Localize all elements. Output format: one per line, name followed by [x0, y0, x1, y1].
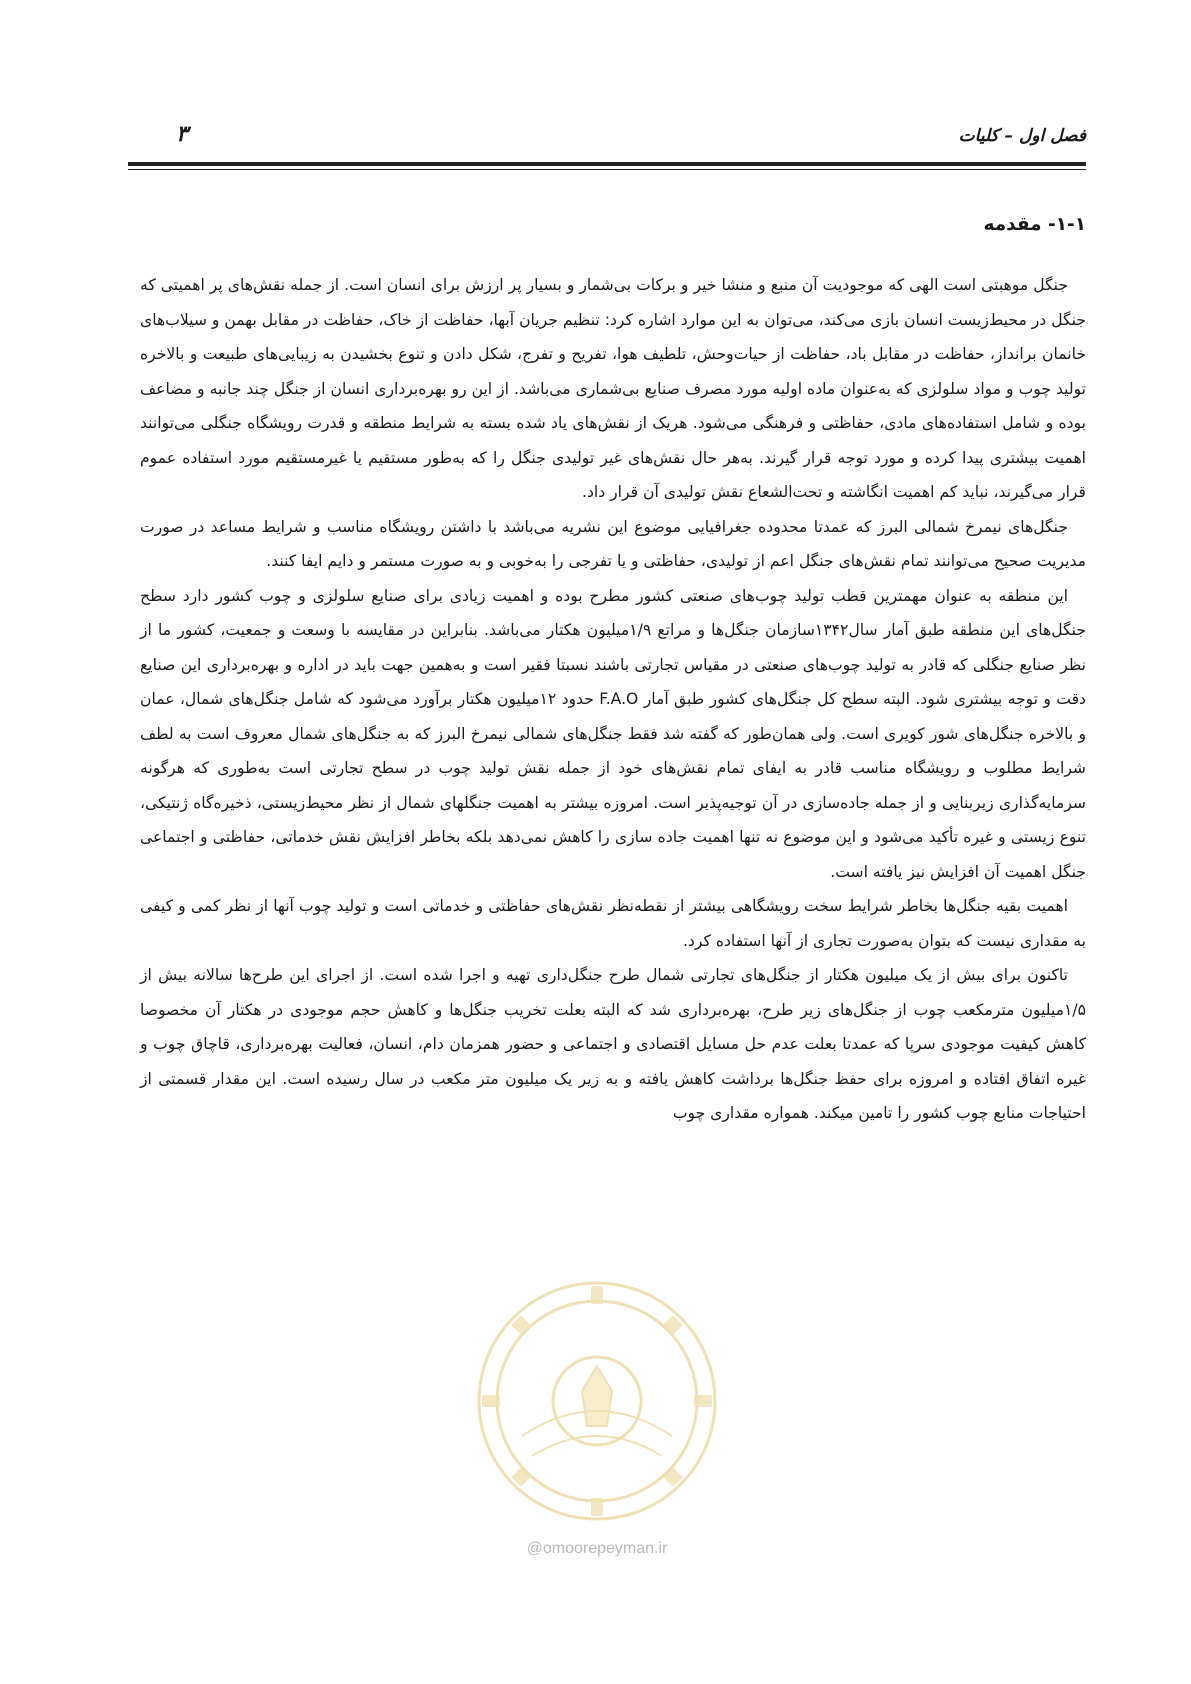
- section-heading: ۱-۱- مقدمه: [983, 214, 1086, 235]
- watermark-url: @omoorepeyman.ir: [526, 1540, 668, 1557]
- watermark-seal-logo: [462, 1266, 732, 1536]
- body-text: [140, 268, 1086, 1131]
- paragraph: جنگل موهبتی است الهی که موجودیت آن منبع و منشا خیر و برکات بی‌شمار و بسیار پر ارزش برای انسان است. از جمله نقش‌های پر اهمیتی که جنگل در محیط‌زیست انسان بازی می‌کند، می‌توان به این موارد اشاره کرد: تنظیم جریان آبها، حفاظت از خاک، حفاظت در مقابل بهمن و سیلاب‌های خانمان برانداز، حفاظت در مقابل باد، حفاظت از حیات‌وحش، تلطیف هوا، تفریح و تفرج، شکل دادن و تنوع بخشیدن به زیبایی‌های طبیعت و بالاخره تولید چوب و مواد سلولزی که به‌عنوان ماده اولیه مورد مصرف صنایع بی‌شماری می‌باشد. از این رو بهره‌برداری انسان از جنگل چند جانبه و مضاعف بوده و شامل استفاده‌های مادی، حفاظتی و فرهنگی می‌شود. هریک از نقش‌های یاد شده بسته به شرایط منطقه و قدرت رویشگاه جنگلی می‌توانند اهمیت بیشتری پیدا کرده و مورد توجه قرار گیرند. به‌هر حال نقش‌های غیر تولیدی جنگل را که به‌طور مستقیم یا غیرمستقیم مورد استفاده عموم قرار می‌گیرند، نباید کم اهمیت انگاشته و تحت‌الشعاع نقش تولیدی آن قرار داد.: [140, 276, 1086, 501]
- page-header: [128, 116, 1086, 162]
- paragraph: تاکنون برای بیش از یک میلیون هکتار از جنگل‌های تجارتی شمال طرح جنگل‌داری تهیه و اجرا شده است. از اجرای این طرح‌ها سالانه بیش از ۱/۵میلیون مترمکعب چوب از جنگل‌های زیر طرح، بهره‌برداری شد که البته بعلت تخریب جنگل‌ها و کاهش حجم موجودی در هکتار آن مخصوصا کاهش کیفیت موجودی سرپا که عمدتا بعلت عدم حل مسایل اقتصادی و اجتماعی و حضور همزمان دام، انسان، فعالیت بهره‌برداری، قاچاق چوب و غیره اتفاق افتاده و امروزه برای حفظ جنگل‌ها برداشت کاهش یافته و به زیر یک میلیون متر مکعب در سال رسیده است. این مقدار قسمتی از احتیاجات منابع چوب کشور را تامین میکند. همواره مقداری چوب: [140, 966, 1086, 1122]
- paragraph: جنگل‌های نیمرخ شمالی البرز که عمدتا محدوده جغرافیایی موضوع این نشریه می‌باشد با داشتن رویشگاه مناسب و شرایط مساعد در صورت مدیریت صحیح می‌توانند تمام نقش‌های جنگل اعم از تولیدی، حفاظتی و یا تفرجی را به‌خوبی و به صورت مستمر و دایم ایفا کنند.: [140, 517, 1086, 570]
- page-number: ۳: [176, 122, 188, 147]
- header-rule-thick: [128, 162, 1086, 166]
- paragraph: این منطقه به عنوان مهمترین قطب تولید چوب‌های صنعتی کشور مطرح بوده و اهمیت زیادی برای صنایع سلولزی و چوب کشور دارد سطح جنگل‌های این منطقه طبق آمار سال۱۳۴۲سازمان جنگل‌ها و مراتع ۱/۹میلیون هکتار می‌باشد. بنابراین در مقایسه با وسعت و جمعیت، کشور ما از نظر صنایع جنگلی که قادر به تولید چوب‌های صنعتی در مقیاس تجارتی باشند نسبتا فقیر است و به‌همین جهت باید در اداره و بهره‌برداری این صنایع دقت و توجه بیشتری شود. البته سطح کل جنگل‌های کشور طبق آمار F.A.O حدود ۱۲میلیون هکتار برآورد می‌شود که شامل جنگل‌های شمال، عمان و بالاخره جنگل‌های شور کویری است. ولی همان‌طور که گفته شد فقط جنگل‌های شمالی نیمرخ البرز که به جنگل‌های شمال معروف است به لطف شرایط مطلوب و رویشگاه مناسب قادر به ایفای تمام نقش‌های خود از جمله نقش تولید چوب در سطح تجارتی است به‌طوری که هرگونه سرمایه‌گذاری زیربنایی و از جمله جاده‌سازی در آن توجیه‌پذیر است. امروزه بیشتر به اهمیت جنگلهای شمال از نظر محیط‌زیستی، ذخیره‌گاه ژنتیکی، تنوع زیستی و غیره تأکید می‌شود و این موضوع نه تنها اهمیت جاده سازی را کاهش نمی‌دهد بلکه بخاطر افزایش نقش خدماتی، حفاظتی و اجتماعی جنگل اهمیت آن افزایش نیز یافته است.: [140, 586, 1086, 881]
- header-rule-thin: [128, 169, 1086, 170]
- paragraph: اهمیت بقیه جنگل‌ها بخاطر شرایط سخت رویشگاهی بیشتر از نقطه‌نظر نقش‌های حفاظتی و خدماتی است و تولید چوب آنها از نظر کمی و کیفی به مقداری نیست که بتوان به‌صورت تجاری از آنها استفاده کرد.: [140, 897, 1086, 950]
- chapter-title: فصل اول – کلیات: [958, 126, 1086, 146]
